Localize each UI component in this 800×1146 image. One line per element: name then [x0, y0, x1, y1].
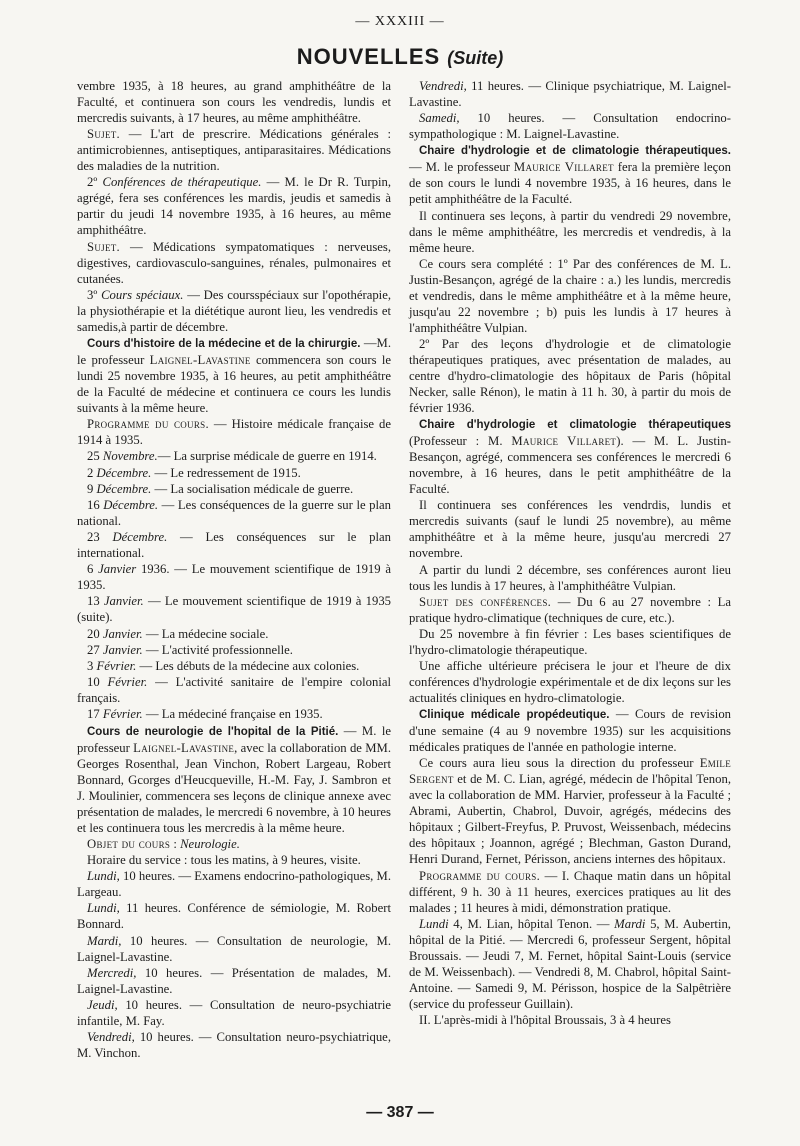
text: 4, M. Lian, hôpital Tenon. — — [448, 916, 615, 931]
paragraph — [77, 593, 391, 625]
text: — La surprise médicale de guerre en 1914. — [157, 449, 377, 464]
text: 16 — [87, 497, 104, 512]
text: 5, M. Aubertin, hôpital de la Pitié. — Mercredi 6, professeur Sergent, hôpital Broussais. — Jeudi 7, M. Fernet, hôpital Saint-Louis (service de M. Weissenbach). — Vendredi 8, M. Chabrol, hôpital Saint-Antoine. — Samedi 9, M. Périsson, hospice de la Salpêtrière (service du professeur Guillain). — [409, 916, 731, 1011]
italic-lead: Vendredi, — [87, 1030, 135, 1045]
text: 20 — [87, 626, 103, 641]
paragraph — [77, 658, 391, 674]
paragraph — [409, 142, 731, 207]
paragraph — [77, 239, 391, 287]
section-heading: Clinique médicale propédeutique. — [419, 709, 610, 722]
paragraph — [409, 110, 731, 142]
text: 10 heures. — Consultation endocrino-sympathologique : M. Laignel-Lavastine. — [409, 111, 731, 142]
italic-lead: Vendredi, — [419, 79, 467, 93]
paragraph — [77, 481, 391, 497]
paragraph — [409, 1012, 731, 1028]
paragraph — [409, 562, 731, 594]
paragraph — [77, 287, 391, 335]
paragraph — [77, 836, 391, 852]
italic-lead: Samedi, — [419, 111, 460, 126]
italic-lead: Lundi — [419, 916, 449, 931]
text: vembre 1935, à 18 heures, au grand amphithéâtre de la Faculté, et continuera son cours les vendredis, lundis et mercredis suivants, à 17 heures, au même amphithéâtre. — [77, 79, 391, 125]
paragraph — [77, 965, 391, 997]
text: 9 — [87, 481, 97, 496]
text: — La socialisation médicale de guerre. — [151, 481, 354, 496]
paragraph — [77, 868, 391, 900]
small-caps-name: Maurice Villaret — [513, 160, 614, 175]
text: 10 — [87, 675, 108, 690]
section-heading: Chaire d'hydrologie et de climatologie thérapeutiques. — [419, 145, 731, 158]
italic-lead: Jeudi, — [87, 997, 118, 1012]
text: 6 — [87, 562, 99, 577]
italic-text: Décembre. — [96, 481, 152, 496]
paragraph — [77, 642, 391, 658]
text: — L'activité sanitaire de l'empire colonial français. — [77, 675, 391, 706]
paragraph — [409, 208, 731, 256]
text: 3º — [87, 287, 102, 302]
text: — M. le professeur — [409, 160, 514, 175]
text: — Les conséquences de la guerre sur le plan national. — [77, 497, 392, 528]
text: ). — M. L. Justin-Besançon, agrégé, commencera ses conférences le mercredi 6 novembre, à 16 heures, dans le petit amphithéâtre de la Faculté. — [409, 434, 731, 497]
small-caps-name: Laignel-Lavastine — [133, 740, 235, 755]
lead-in: Sujet. — [87, 239, 121, 254]
paragraph — [77, 852, 391, 868]
text: II. L'après-midi à l'hôpital Broussais, 3 à 4 heures — [419, 1013, 671, 1027]
text: — M. le Dr R. Turpin, agrégé, fera ses conférences les mardis, jeudis et samedis à partir du jeudi 14 novembre 1935, à 16 heures, au même amphithéâtre. — [77, 175, 391, 238]
text: Ce cours sera complété : 1º Par des conférences de M. L. Justin-Besançon, agrégé de la chaire : a.) les lundis, mercredis et vendredis, dans le même amphithéâtre et à la même heure, jusqu'au 22 novembre ; b) puis les lundis à 17 heures à l'amphithéâtre Vulpian. — [409, 256, 731, 335]
text: — Médications sympatomatiques : nerveuses, digestives, cardiovasculo-sanguines, rénales, pulmonaires et cutanées. — [77, 239, 391, 286]
italic-text: Janvier. — [102, 626, 143, 641]
paragraph — [409, 626, 731, 658]
text: 25 — [87, 449, 103, 464]
text: 2º Par des leçons d'hydrologie et de climatologie thérapeutiques pratiques, avec présentation de malades, au centre d'hydro-climatologie des hôpitaux de Paris (hôpital Necker, salle Rénon), le matin à 11 h. 30, à partir du mois de février 1936. — [409, 336, 731, 415]
paragraph — [409, 416, 731, 497]
paragraph — [409, 256, 731, 336]
text: Il continuera ses leçons, à partir du vendredi 29 novembre, dans le même amphithéâtre, les mercredis et vendredis, à la même heure. — [409, 208, 731, 255]
italic-text: Janvier. — [103, 594, 144, 609]
lead-in: Programme du cours. — [87, 417, 209, 432]
text: 11 heures. Conférence de sémiologie, M. Robert Bonnard. — [77, 901, 391, 932]
text: 10 heures. — Examens endocrino-pathologiques, M. Largeau. — [77, 869, 391, 900]
paragraph — [77, 723, 391, 836]
paragraph — [77, 997, 391, 1029]
italic-text: Décembre. — [96, 465, 152, 480]
text: : — [170, 836, 181, 851]
italic-lead: Mardi, — [87, 933, 122, 948]
title-suffix: (Suite) — [447, 48, 504, 68]
paragraph — [77, 933, 391, 965]
paragraph — [409, 497, 731, 561]
text: 13 — [87, 594, 104, 609]
page-label: — XXXIII — — [355, 14, 445, 29]
text: commencera son cours le lundi 25 novembre 1935, à 16 heures, au petit amphithéâtre de la Faculté de médecine et continuera ce cours les lundis suivants à la même heure. — [77, 352, 391, 415]
text: — M. le professeur — [77, 723, 391, 755]
paragraph — [409, 78, 731, 110]
text: 1936. — Le mouvement scientifique de 1919 à 1935. — [77, 562, 392, 593]
italic-text: Neurologie. — [180, 836, 240, 851]
right-column — [409, 78, 731, 1028]
text: A partir du lundi 2 décembre, ses conférences auront lieu tous les lundis à 17 heures, à l'amphithéâtre Vulpian. — [409, 562, 731, 593]
italic-lead: Lundi, — [87, 901, 120, 916]
paragraph — [77, 674, 391, 706]
paragraph — [409, 868, 731, 916]
italic-text: Février. — [102, 707, 143, 722]
paragraph — [77, 126, 391, 174]
text: 23 — [87, 530, 113, 545]
page-number: — 387 — — [366, 1104, 434, 1121]
text: Horaire du service : tous les matins, à 9 heures, visite. — [87, 852, 361, 867]
left-column — [77, 78, 391, 1061]
text: — Cours de revision d'une semaine (4 au 9 novembre 1935) sur les acquisitions médicales pratiques de l'année en pathologie interne. — [409, 707, 732, 755]
text: 2 — [87, 465, 97, 480]
italic-text: Cours spéciaux. — [101, 287, 184, 302]
text: — La médeciné française en 1935. — [142, 707, 323, 722]
italic-lead: Mercredi, — [87, 965, 137, 980]
text: — La médecine sociale. — [142, 626, 269, 641]
text: 10 heures. — Présentation de malades, M. Laignel-Lavastine. — [77, 965, 391, 996]
italic-text: Janvier — [98, 562, 137, 577]
italic-text: Décembre. — [103, 497, 159, 512]
text: — Du 6 au 27 novembre : La pratique hydro-climatique (techniques de cure, etc.). — [409, 594, 731, 625]
paragraph — [409, 755, 731, 867]
paragraph — [409, 594, 731, 626]
paragraph — [77, 706, 391, 722]
text: 17 — [87, 707, 103, 722]
lead-in: Sujet des conférences. — [419, 594, 552, 609]
text: , avec la collaboration de MM. Georges Rosenthal, Jean Vinchon, Robert Largeau, Robert Bonnard, Gcorges d'Heucqueville, H.-M. Fay, J. Sambron et J. Moulinier, commencera ses leçons de clinique annexe avec présentation de malades, le mercredi 6 novembre, à 10 heures et les continuera tous les mercredis à la même heure. — [77, 740, 391, 835]
text: — Des coursspéciaux sur l'opothérapie, la physiothérapie et la diététique auront lieu, les vendredis et samedis,à partir de décembre. — [77, 287, 391, 334]
paragraph — [77, 529, 391, 561]
paragraph — [77, 416, 391, 448]
paragraph — [77, 561, 391, 593]
small-caps-name: Emile Sergent — [409, 756, 731, 787]
paragraph — [77, 626, 391, 642]
text: — Les conséquences sur le plan international. — [77, 530, 392, 561]
lead-in: Programme du cours. — [419, 868, 541, 883]
italic-lead: Lundi, — [87, 869, 120, 884]
text: —M. le professeur — [77, 335, 391, 367]
paragraph — [77, 78, 391, 126]
text: 10 heures. — Consultation de neurologie, M. Laignel-Lavastine. — [77, 933, 391, 964]
title-main: NOUVELLES — [296, 44, 441, 69]
paragraph — [77, 174, 391, 238]
text: — Histoire médicale française de 1914 à 1935. — [77, 417, 391, 448]
small-caps-name: Maurice Villaret — [511, 434, 617, 449]
text: Du 25 novembre à fin février : Les bases scientifiques de l'hydro-climatologie thérapeutique. — [409, 626, 731, 657]
text: fera la première leçon de son cours le lundi 4 novembre 1935, à 16 heures, dans le petit amphithéâtre de la Faculté. — [409, 160, 731, 207]
paragraph — [77, 1029, 391, 1061]
text: — I. Chaque matin dans un hôpital différent, 9 h. 30 à 11 heures, exercices pratiques au lit des malades ; 11 heures à midi, démonstration pratique. — [409, 868, 731, 915]
text: — L'art de prescrire. Médications générales : antimicrobiennes, antiseptiques, antiparasitaires. Médications des maladies de la nutrition. — [77, 127, 391, 174]
text: (Professeur : M. — [409, 434, 512, 449]
text: Il continuera ses conférences les vendrdis, lundis et mercredis suivants (sauf le lundi 25 novembre), au même amphithéâtre et à la même heure, jusqu'au mercredi 27 novembre. — [409, 498, 731, 561]
section-heading: Cours de neurologie de l'hopital de la Pitié. — [87, 725, 339, 738]
section-heading: Cours d'histoire de la médecine et de la chirurgie. — [87, 337, 361, 350]
page-title — [0, 44, 800, 70]
italic-text: Février. — [96, 659, 137, 673]
text: 2º — [87, 175, 103, 190]
paragraph — [409, 706, 731, 755]
italic-text: Janvier. — [102, 642, 143, 657]
section-heading: Chaire d'hydrologie et climatologie thérapeutiques — [419, 419, 731, 432]
small-caps-name: Laignel-Lavastine — [149, 352, 251, 367]
text: 10 heures. — Consultation neuro-psychiatrique, M. Vinchon. — [77, 1030, 391, 1061]
text: 27 — [87, 642, 103, 657]
text: — Le mouvement scientifique de 1919 à 1935 (suite). — [77, 594, 392, 625]
text: 10 heures. — Consultation de neuro-psychiatrie infantile, M. Fay. — [77, 997, 391, 1028]
text: — Le redressement de 1915. — [151, 465, 301, 480]
paragraph — [77, 335, 391, 416]
text: — L'activité professionnelle. — [142, 642, 293, 657]
text: et de M. C. Lian, agrégé, médecin de l'hôpital Tenon, avec la collaboration de MM. Harvier, professeur à la Faculté ; Abrami, Aubertin, Chabrol, Duvoir, agrégés, médecins des hôpitaux ; Gilbert-Freyfus, P. Pruvost, Weissenbach, médecins des hôpitaux ; Joannon, agrégé ; Blechman, Gaston Durand, Henri Durand, Fernet, Périsson, anciens internes des hôpitaux. — [409, 772, 731, 867]
paragraph — [77, 497, 391, 529]
italic-text: Novembre. — [102, 449, 158, 464]
italic-text: Février. — [107, 675, 148, 690]
paragraph — [77, 448, 391, 464]
italic-text: Conférences de thérapeutique. — [102, 175, 262, 190]
text: — Les débuts de la médecine aux colonies. — [136, 659, 360, 673]
text: 11 heures. — Clinique psychiatrique, M. Laignel-Lavastine. — [409, 79, 731, 109]
paragraph — [77, 900, 391, 932]
paragraph — [409, 916, 731, 1012]
lead-in: Sujet. — [87, 127, 121, 142]
text: 3 — [87, 659, 97, 673]
text: Une affiche ultérieure précisera le jour et l'heure de dix conférences d'hydrologie expérimentale et de dix leçons sur les actualités cliniques en hydro-climatologie. — [409, 659, 731, 706]
paragraph — [409, 658, 731, 706]
italic-text: Mardi — [614, 916, 646, 931]
text: Ce cours aura lieu sous la direction du professeur — [419, 756, 700, 771]
italic-text: Décembre. — [112, 530, 168, 545]
paragraph — [77, 465, 391, 481]
lead-in: Objet du cours — [87, 836, 171, 851]
paragraph — [409, 336, 731, 416]
